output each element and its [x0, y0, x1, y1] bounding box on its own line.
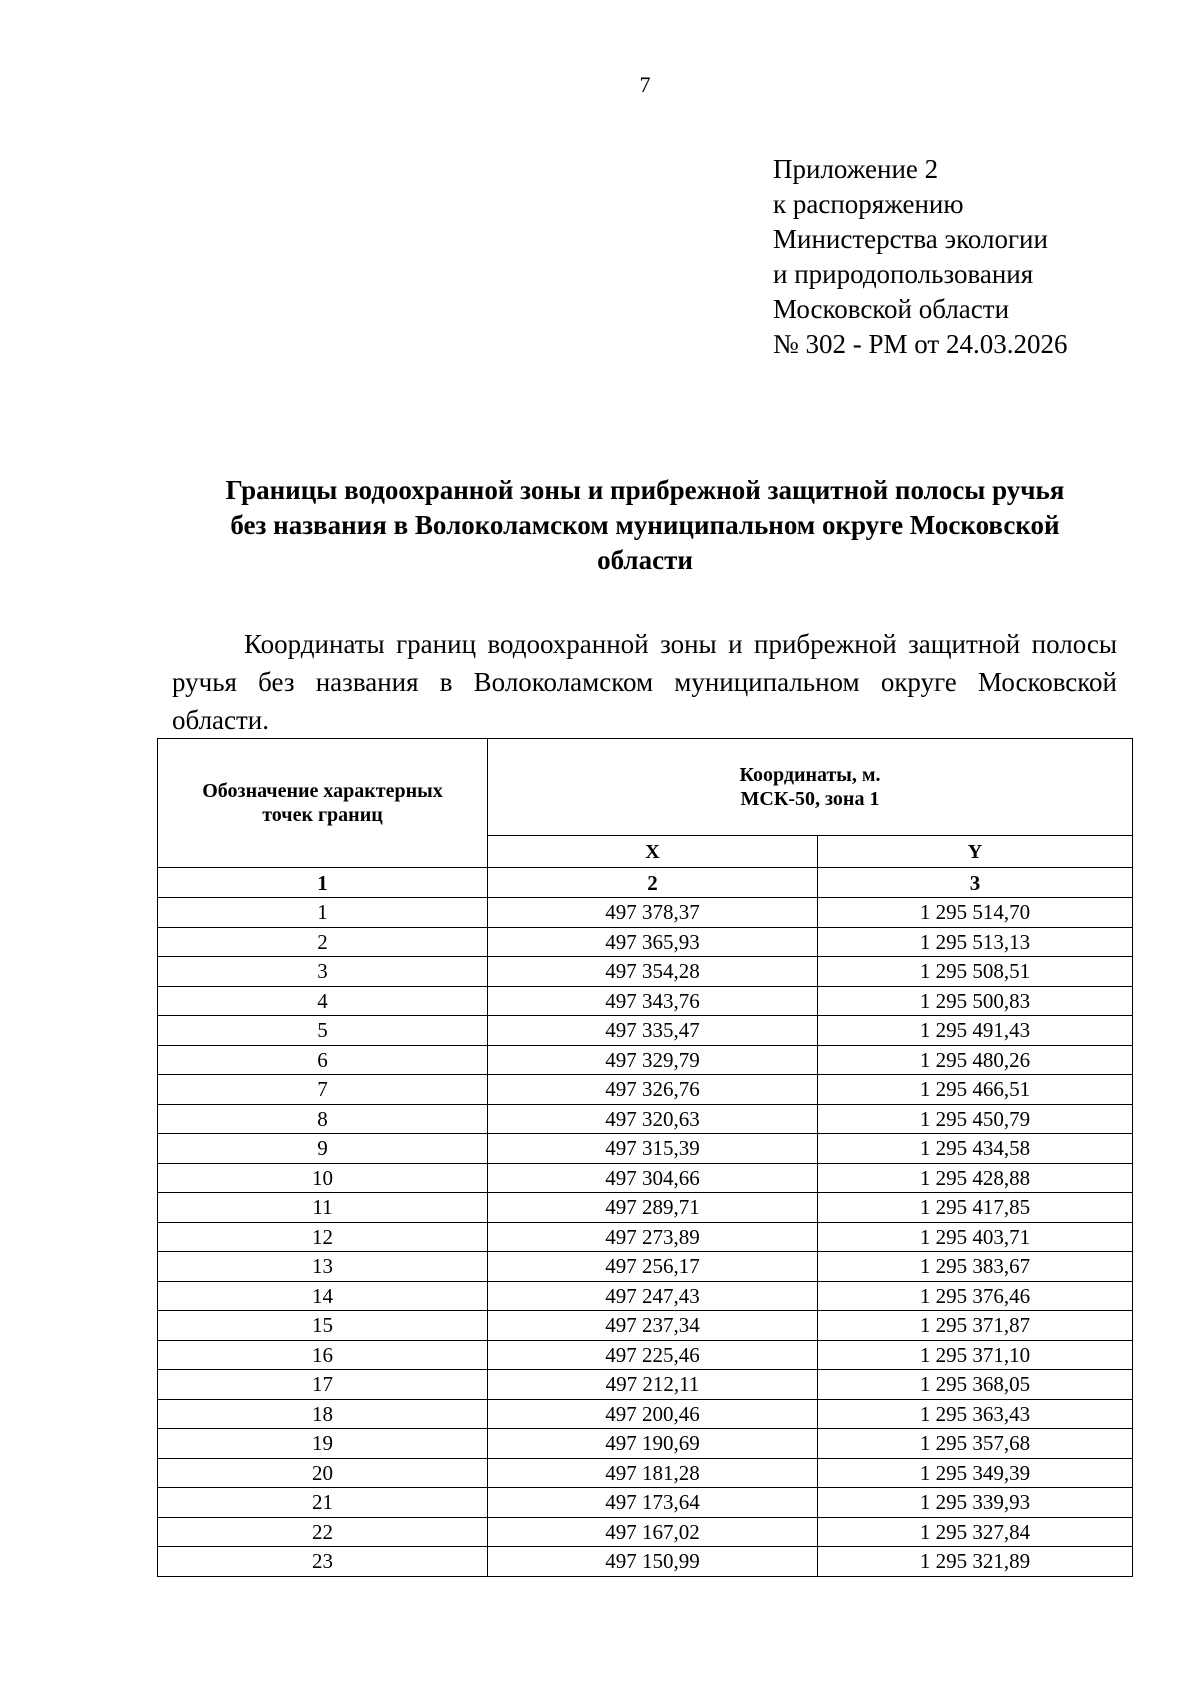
- y-coordinate-cell: 1 295 513,13: [818, 927, 1133, 957]
- point-number-cell: 3: [158, 957, 488, 987]
- table-row: [158, 1134, 1133, 1164]
- header-point-designation: Обозначение характерных точек границ: [158, 739, 488, 868]
- x-coordinate-cell: 497 190,69: [488, 1429, 818, 1459]
- header-y: Y: [818, 836, 1133, 868]
- x-coordinate-cell: 497 150,99: [488, 1547, 818, 1577]
- x-coordinate-cell: 497 343,76: [488, 986, 818, 1016]
- point-number-cell: 19: [158, 1429, 488, 1459]
- point-number-cell: 14: [158, 1281, 488, 1311]
- y-coordinate-cell: 1 295 371,87: [818, 1311, 1133, 1341]
- table-row: [158, 1399, 1133, 1429]
- point-number-cell: 8: [158, 1104, 488, 1134]
- y-coordinate-cell: 1 295 500,83: [818, 986, 1133, 1016]
- annex-line: Московской области: [773, 294, 1010, 324]
- point-number-cell: 16: [158, 1340, 488, 1370]
- column-number: 1: [158, 868, 488, 898]
- y-coordinate-cell: 1 295 371,10: [818, 1340, 1133, 1370]
- point-number-cell: 6: [158, 1045, 488, 1075]
- table-row: [158, 1252, 1133, 1282]
- point-number-cell: 18: [158, 1399, 488, 1429]
- y-coordinate-cell: 1 295 327,84: [818, 1517, 1133, 1547]
- table-row: [158, 1517, 1133, 1547]
- point-number-cell: 1: [158, 898, 488, 928]
- y-coordinate-cell: 1 295 450,79: [818, 1104, 1133, 1134]
- table-row: [158, 1281, 1133, 1311]
- header-x: X: [488, 836, 818, 868]
- y-coordinate-cell: 1 295 376,46: [818, 1281, 1133, 1311]
- x-coordinate-cell: 497 273,89: [488, 1222, 818, 1252]
- point-number-cell: 11: [158, 1193, 488, 1223]
- table-row: [158, 1311, 1133, 1341]
- table-row: [158, 1340, 1133, 1370]
- table-row: [158, 1045, 1133, 1075]
- table-header-row: [158, 739, 1133, 836]
- x-coordinate-cell: 497 200,46: [488, 1399, 818, 1429]
- column-number: 2: [488, 868, 818, 898]
- y-coordinate-cell: 1 295 434,58: [818, 1134, 1133, 1164]
- point-number-cell: 2: [158, 927, 488, 957]
- x-coordinate-cell: 497 304,66: [488, 1163, 818, 1193]
- table-row: [158, 1193, 1133, 1223]
- table-row: [158, 1016, 1133, 1046]
- y-coordinate-cell: 1 295 514,70: [818, 898, 1133, 928]
- y-coordinate-cell: 1 295 428,88: [818, 1163, 1133, 1193]
- table-row: [158, 1547, 1133, 1577]
- point-number-cell: 4: [158, 986, 488, 1016]
- table-row: [158, 1370, 1133, 1400]
- y-coordinate-cell: 1 295 491,43: [818, 1016, 1133, 1046]
- annex-block: [773, 152, 1067, 362]
- y-coordinate-cell: 1 295 403,71: [818, 1222, 1133, 1252]
- y-coordinate-cell: 1 295 466,51: [818, 1075, 1133, 1105]
- y-coordinate-cell: 1 295 508,51: [818, 957, 1133, 987]
- page-number: 7: [639, 72, 651, 97]
- y-coordinate-cell: 1 295 480,26: [818, 1045, 1133, 1075]
- y-coordinate-cell: 1 295 321,89: [818, 1547, 1133, 1577]
- table-row: [158, 957, 1133, 987]
- x-coordinate-cell: 497 237,34: [488, 1311, 818, 1341]
- y-coordinate-cell: 1 295 339,93: [818, 1488, 1133, 1518]
- x-coordinate-cell: 497 326,76: [488, 1075, 818, 1105]
- point-number-cell: 10: [158, 1163, 488, 1193]
- x-coordinate-cell: 497 167,02: [488, 1517, 818, 1547]
- point-number-cell: 20: [158, 1458, 488, 1488]
- x-coordinate-cell: 497 247,43: [488, 1281, 818, 1311]
- x-coordinate-cell: 497 289,71: [488, 1193, 818, 1223]
- annex-line: Приложение 2: [773, 154, 939, 184]
- column-number-row: [158, 868, 1133, 898]
- table-row: [158, 1458, 1133, 1488]
- coordinates-table: [157, 738, 1133, 1577]
- table-row: [158, 986, 1133, 1016]
- x-coordinate-cell: 497 320,63: [488, 1104, 818, 1134]
- y-coordinate-cell: 1 295 357,68: [818, 1429, 1133, 1459]
- point-number-cell: 21: [158, 1488, 488, 1518]
- y-coordinate-cell: 1 295 383,67: [818, 1252, 1133, 1282]
- column-number: 3: [818, 868, 1133, 898]
- table-row: [158, 898, 1133, 928]
- annex-line: к распоряжению: [773, 189, 964, 219]
- point-number-cell: 9: [158, 1134, 488, 1164]
- x-coordinate-cell: 497 315,39: [488, 1134, 818, 1164]
- annex-line: Министерства экологии: [773, 224, 1048, 254]
- x-coordinate-cell: 497 354,28: [488, 957, 818, 987]
- table-row: [158, 1488, 1133, 1518]
- x-coordinate-cell: 497 225,46: [488, 1340, 818, 1370]
- point-number-cell: 23: [158, 1547, 488, 1577]
- table-row: [158, 1104, 1133, 1134]
- table-row: [158, 927, 1133, 957]
- title-line: области: [597, 545, 693, 575]
- title-line: Границы водоохранной зоны и прибрежной защитной полосы ручья: [225, 475, 1065, 505]
- point-number-cell: 12: [158, 1222, 488, 1252]
- x-coordinate-cell: 497 365,93: [488, 927, 818, 957]
- point-number-cell: 17: [158, 1370, 488, 1400]
- x-coordinate-cell: 497 329,79: [488, 1045, 818, 1075]
- table-row: [158, 1222, 1133, 1252]
- point-number-cell: 5: [158, 1016, 488, 1046]
- table-row: [158, 1163, 1133, 1193]
- table-row: [158, 1429, 1133, 1459]
- header-coordinates: Координаты, м. МСК-50, зона 1: [488, 739, 1133, 836]
- x-coordinate-cell: 497 181,28: [488, 1458, 818, 1488]
- table-row: [158, 1075, 1133, 1105]
- point-number-cell: 22: [158, 1517, 488, 1547]
- point-number-cell: 13: [158, 1252, 488, 1282]
- intro-paragraph: Координаты границ водоохранной зоны и прибрежной защитной полосы ручья без названия в Волоколамском муниципальном округе Московской области.: [172, 629, 1117, 735]
- document-title: [180, 473, 1110, 578]
- title-line: без названия в Волоколамском муниципальном округе Московской: [230, 510, 1060, 540]
- annex-line: № 302 - РМ от 24.03.2026: [773, 329, 1068, 359]
- x-coordinate-cell: 497 212,11: [488, 1370, 818, 1400]
- x-coordinate-cell: 497 173,64: [488, 1488, 818, 1518]
- annex-line: и природопользования: [773, 259, 1034, 289]
- y-coordinate-cell: 1 295 349,39: [818, 1458, 1133, 1488]
- point-number-cell: 7: [158, 1075, 488, 1105]
- x-coordinate-cell: 497 335,47: [488, 1016, 818, 1046]
- x-coordinate-cell: 497 378,37: [488, 898, 818, 928]
- y-coordinate-cell: 1 295 363,43: [818, 1399, 1133, 1429]
- y-coordinate-cell: 1 295 368,05: [818, 1370, 1133, 1400]
- y-coordinate-cell: 1 295 417,85: [818, 1193, 1133, 1223]
- x-coordinate-cell: 497 256,17: [488, 1252, 818, 1282]
- point-number-cell: 15: [158, 1311, 488, 1341]
